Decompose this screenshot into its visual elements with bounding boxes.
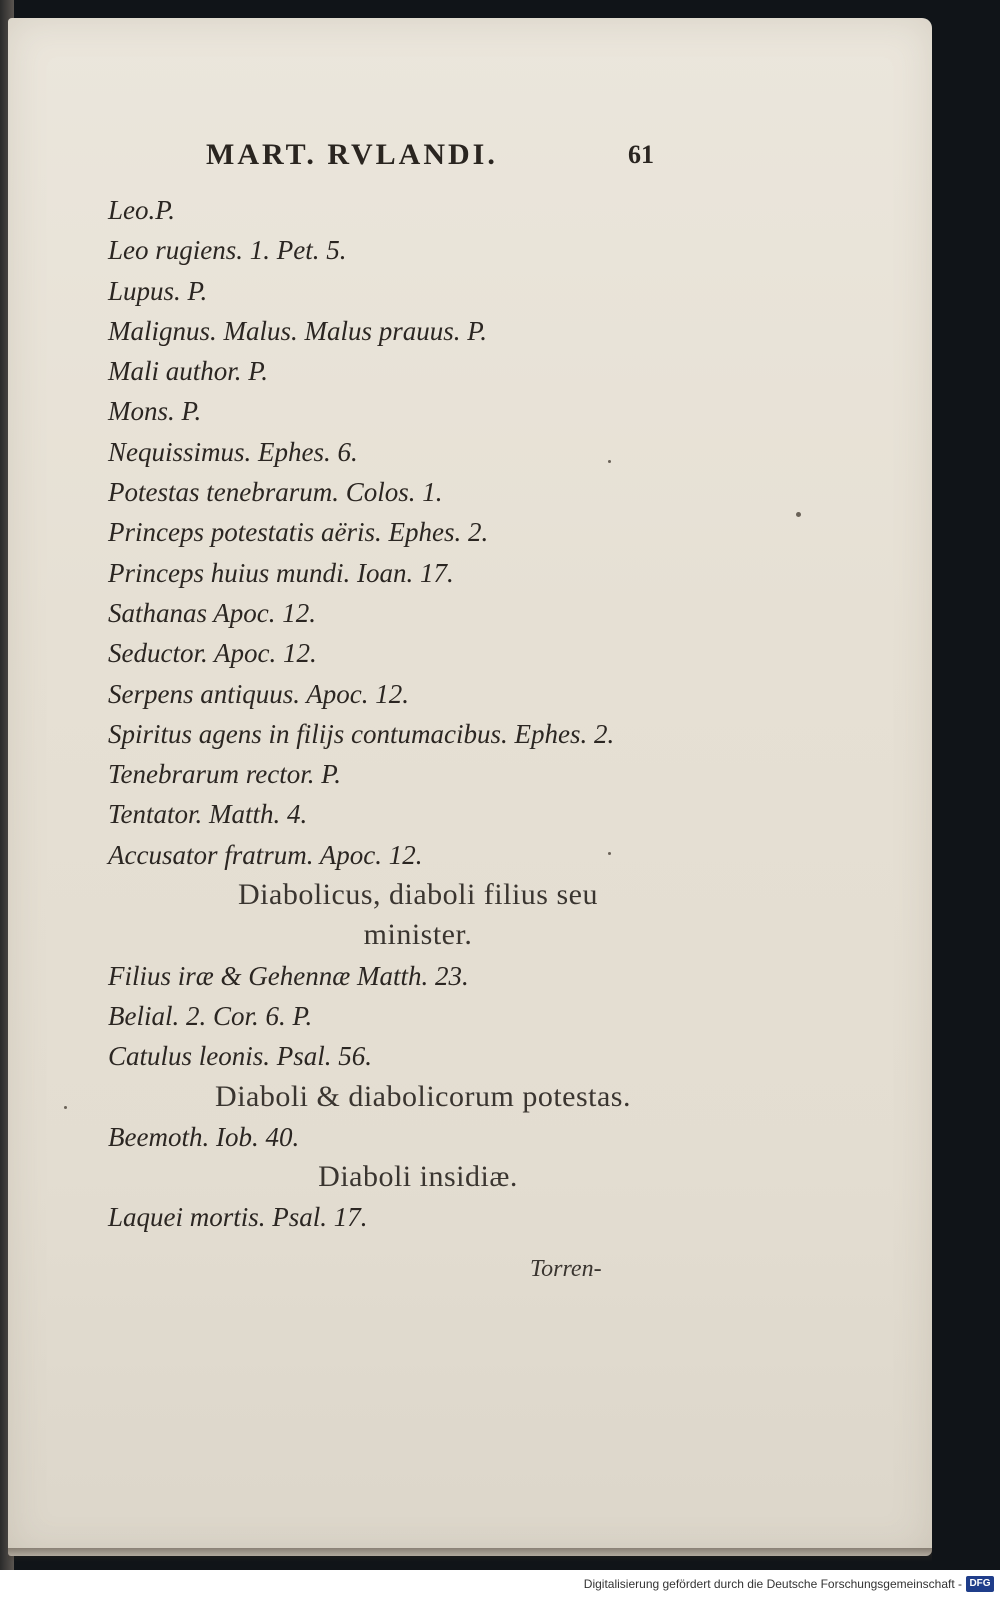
- list-item: Seductor. Apoc. 12.: [108, 638, 317, 669]
- footer-bar: [0, 1570, 1000, 1601]
- section-heading: Diabolicus, diaboli filius seu: [238, 878, 598, 912]
- page-number: 61: [628, 140, 654, 169]
- list-item: Filius iræ & Gehennæ Matth. 23.: [108, 960, 469, 991]
- list-item: Princeps potestatis aëris. Ephes. 2.: [108, 517, 489, 548]
- funding-credit: Digitalisierung gefördert durch die Deutsche Forschungsgemeinschaft -: [583, 1577, 962, 1591]
- list-item: Nequissimus. Ephes. 6.: [108, 436, 358, 467]
- dfg-logo: DFG: [966, 1576, 994, 1592]
- list-item: Mali author. P.: [108, 356, 269, 387]
- section-heading: minister.: [363, 918, 473, 952]
- list-item: Catulus leonis. Psal. 56.: [108, 1041, 373, 1072]
- list-item: Spiritus agens in filijs contumacibus. Ephes. 2.: [108, 718, 615, 749]
- entry-list: [108, 190, 728, 1238]
- list-item: Beemoth. Iob. 40.: [108, 1121, 300, 1152]
- paper-speck: [608, 460, 611, 463]
- list-item: Belial. 2. Cor. 6. P.: [108, 1000, 313, 1031]
- running-title: MART. RVLANDI.: [206, 138, 498, 171]
- list-item: Laquei mortis. Psal. 17.: [108, 1202, 368, 1233]
- section-heading: Diaboli & diabolicorum potestas.: [215, 1079, 631, 1113]
- list-item: Mons. P.: [108, 396, 202, 427]
- page-bottom-shadow: [8, 1548, 932, 1562]
- list-item: Malignus. Malus. Malus prauus. P.: [108, 315, 488, 346]
- paper-speck: [64, 1106, 67, 1109]
- catchword: Torren-: [530, 1256, 602, 1282]
- list-item: Leo rugiens. 1. Pet. 5.: [108, 235, 347, 266]
- list-item: Leo.P.: [108, 195, 176, 225]
- section-heading: Diaboli insidiæ.: [318, 1160, 518, 1194]
- list-item: Accusator fratrum. Apoc. 12.: [108, 839, 423, 870]
- list-item: Princeps huius mundi. Ioan. 17.: [108, 557, 454, 588]
- paper-speck: [608, 852, 611, 855]
- list-item: Potestas tenebrarum. Colos. 1.: [108, 477, 443, 508]
- list-item: Lupus. P.: [108, 275, 208, 306]
- list-item: Sathanas Apoc. 12.: [108, 597, 316, 628]
- list-item: Serpens antiquus. Apoc. 12.: [108, 678, 409, 709]
- paper-speck: [796, 512, 801, 517]
- list-item: Tentator. Matth. 4.: [108, 799, 308, 830]
- list-item: Tenebrarum rector. P.: [108, 759, 342, 790]
